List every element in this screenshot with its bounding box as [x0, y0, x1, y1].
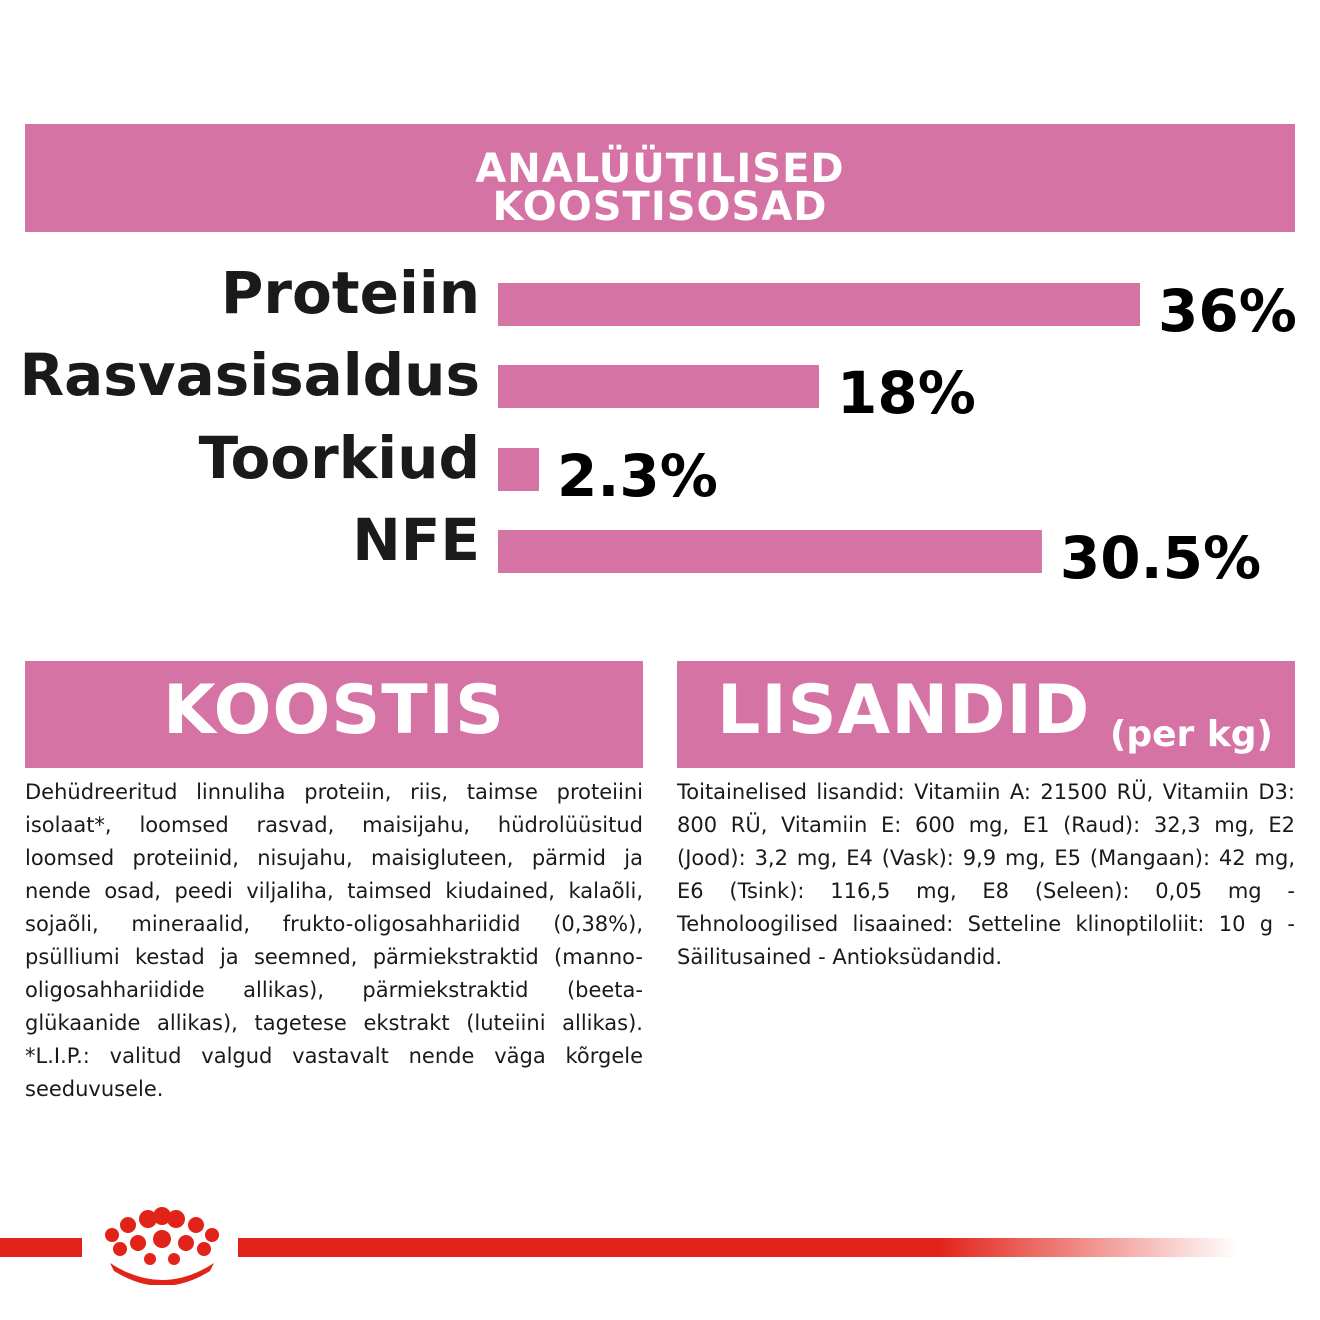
additives-banner	[677, 661, 1295, 768]
analytical-constituents-banner	[25, 124, 1295, 232]
additives-text: Toitainelised lisandid: Vitamiin A: 21500 RÜ, Vitamiin D3: 800 RÜ, Vitamiin E: 600 mg, E1 (Raud): 32,3 mg, E2 (Jood): 3,2 mg, E4 (Vask): 9,9 mg, E5 (Mangaan): 42 mg, E6 (Tsink): 116,5 mg, E8 (Seleen): 0,05 mg - Tehnoloogilised lisaained: Setteline klinoptiloliit: 10 g - Säilitusained - Antioksüdandid.	[677, 780, 1295, 969]
additives-subtitle: (per kg)	[1109, 714, 1273, 755]
category-label-rasvasisaldus: Rasvasisaldus	[19, 341, 480, 409]
banner-title-line2: KOOSTISOSAD	[492, 184, 828, 230]
composition-text: Dehüdreeritud linnuliha proteiin, riis, taimse proteiini isolaat*, loomsed rasvad, maisijahu, hüdrolüüsitud loomsed proteiinid, nisujahu, maisigluteen, pärmid ja nende osad, peedi viljaliha, taimsed kiudained, kalaõli, sojaõli, mineraalid, frukto-oligosahhariidid (0,38%), psülliumi kestad ja seemned, pärmiekstraktid (manno-oligosahhariidide allikas), pärmiekstraktid (beeta-glükaanide allikas), tagetese ekstrakt (luteiini allikas). *L.I.P.: valitud valgud vastavalt nende väga kõrgele seeduvusele.	[25, 780, 643, 1101]
footer-stripe-right	[238, 1238, 1238, 1257]
value-label-rasvasisaldus: 18%	[837, 359, 976, 427]
footer-stripe-left	[0, 1238, 82, 1257]
banner-title-line1: ANALÜÜTILISED	[475, 146, 845, 192]
value-label-toorkiud: 2.3%	[557, 442, 718, 510]
analytical-constituents-chart	[0, 240, 1320, 600]
category-label-proteiin: Proteiin	[220, 259, 480, 327]
composition-banner	[25, 661, 643, 768]
bar-proteiin	[498, 283, 1140, 326]
composition-title: KOOSTIS	[163, 671, 505, 750]
bar-toorkiud	[498, 448, 539, 491]
bar-nfe	[498, 530, 1042, 573]
royal-canin-crown-icon	[92, 1205, 232, 1285]
value-label-proteiin: 36%	[1158, 277, 1297, 345]
value-label-nfe: 30.5%	[1059, 524, 1262, 592]
bar-rasvasisaldus	[498, 365, 819, 408]
category-label-toorkiud: Toorkiud	[198, 424, 480, 492]
category-label-nfe: NFE	[352, 506, 480, 574]
additives-title: LISANDID	[717, 671, 1091, 750]
